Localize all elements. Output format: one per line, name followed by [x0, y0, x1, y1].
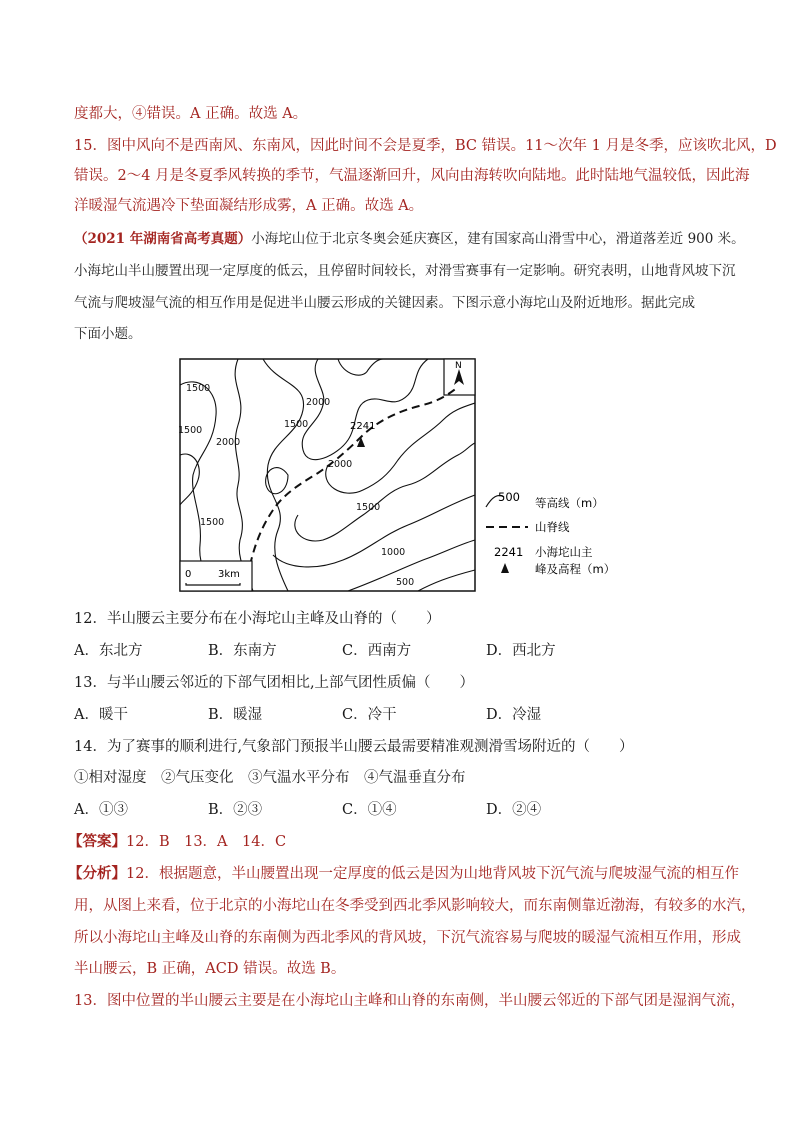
material-line-2: 小海坨山半山腰置出现一定厚度的低云，且停留时间较长，对滑雪赛事有一定影响。研究表明，山地背风坡下沉 — [74, 263, 736, 279]
analysis-line-5: 13．图中位置的半山腰云主要是在小海坨山主峰和山脊的东南侧，半山腰云邻近的下部气团是湿润气流， — [74, 993, 745, 1009]
question-13-stem: 13．与半山腰云邻近的下部气团相比,上部气团性质偏（ ） — [74, 675, 475, 691]
q14-option-d[interactable]: D．②④ — [486, 802, 542, 818]
q14-option-a[interactable]: A．①③ — [74, 802, 128, 818]
q13-option-a[interactable]: A．暖干 — [74, 707, 128, 723]
contour-label: 1500 — [356, 502, 381, 513]
legend-peak-label-2: 峰及高程（m） — [535, 562, 616, 576]
analysis-line-2: 用，从图上来看，位于北京的小海坨山在冬季受到西北季风影响较大，而东南侧靠近渤海，有较多的水汽， — [74, 898, 756, 914]
contour-label: 2000 — [328, 459, 353, 470]
scale-length: 3km — [218, 569, 240, 580]
contour-label: 1500 — [200, 517, 225, 528]
contour-label: 1500 — [186, 383, 211, 394]
q14-option-c[interactable]: C．①④ — [342, 802, 397, 818]
legend-peak-icon — [501, 563, 509, 573]
answer-line — [68, 832, 286, 852]
contour-label: 1500 — [284, 419, 309, 430]
question-14-stem: 14．为了赛事的顺利进行,气象部门预报半山腰云最需要精准观测滑雪场附近的（ ） — [74, 739, 634, 755]
analysis-tag: 【分析】 — [68, 865, 126, 882]
contour-label: 1000 — [381, 547, 406, 558]
legend-peak-label-1: 小海坨山主 — [535, 545, 593, 559]
prev-line-4: 洋暖湿气流遇冷下垫面凝结形成雾，A 正确。故选 A。 — [74, 198, 424, 214]
north-arrow-icon — [444, 359, 475, 395]
question-12-stem: 12．半山腰云主要分布在小海坨山主峰及山脊的（ ） — [74, 611, 441, 627]
q13-option-c[interactable]: C．冷干 — [342, 707, 397, 723]
q13-option-b[interactable]: B．暖湿 — [208, 707, 263, 723]
scale-zero: 0 — [185, 569, 192, 580]
contour-label: 500 — [396, 577, 415, 588]
prev-line-2: 15．图中风向不是西南风、东南风，因此时间不会是夏季，BC 错误。11～次年 1 月是冬季，应该吹北风，D — [74, 138, 777, 154]
material-line-4: 下面小题。 — [74, 326, 142, 342]
analysis-line-3: 所以小海坨山主峰及山脊的东南侧为西北季风的背风坡，下沉气流容易与爬坡的暖湿气流相互作用，形成 — [74, 930, 741, 946]
analysis-text-1: 12．根据题意，半山腰置出现一定厚度的低云是因为山地背风坡下沉气流与爬坡湿气流的相互作 — [126, 866, 739, 882]
legend-contour-label: 等高线（m） — [535, 496, 604, 510]
q12-option-d[interactable]: D．西北方 — [486, 643, 556, 659]
peak-elevation: 2241 — [350, 421, 376, 432]
contour-label: 2000 — [306, 397, 331, 408]
q12-option-a[interactable]: A．东北方 — [74, 643, 143, 659]
prev-line-3: 错误。2～4 月是冬夏季风转换的季节，气温逐渐回升，风向由海转吹向陆地。此时陆地气温较低，因此海 — [74, 168, 750, 184]
contour-label: 1500 — [178, 425, 203, 436]
legend-contour-sample: 500 — [498, 490, 520, 504]
scale-bar — [180, 561, 252, 591]
q12-option-c[interactable]: C．西南方 — [342, 643, 412, 659]
source-tag: （2021 年湖南省高考真题） — [74, 231, 252, 247]
map-legend — [486, 490, 615, 576]
answer-text: 12．B 13．A 14．C — [126, 834, 287, 850]
map-frame — [180, 359, 475, 591]
prev-line-1: 度都大，④错误。A 正确。故选 A。 — [74, 106, 308, 122]
analysis-line-1 — [68, 864, 739, 884]
topographic-map — [178, 355, 648, 595]
analysis-line-4: 半山腰云，B 正确，ACD 错误。故选 B。 — [74, 961, 346, 977]
material-line-3: 气流与爬坡湿气流的相互作用是促进半山腰云形成的关键因素。下图示意小海坨山及附近地形。据此完成 — [74, 295, 695, 311]
north-label: N — [455, 361, 462, 371]
q13-option-d[interactable]: D．冷湿 — [486, 707, 542, 723]
contour-label: 2000 — [216, 437, 241, 448]
material-line-1 — [74, 229, 745, 249]
legend-peak-sample: 2241 — [494, 545, 524, 559]
material-text-1: 小海坨山位于北京冬奥会延庆赛区，建有国家高山滑雪中心，滑道落差近 900 米。 — [251, 231, 745, 247]
q14-option-b[interactable]: B．②③ — [208, 802, 263, 818]
q12-option-b[interactable]: B．东南方 — [208, 643, 277, 659]
answer-tag: 【答案】 — [68, 833, 126, 850]
question-14-items: ①相对湿度 ②气压变化 ③气温水平分布 ④气温垂直分布 — [74, 770, 466, 786]
legend-ridge-label: 山脊线 — [535, 520, 570, 534]
